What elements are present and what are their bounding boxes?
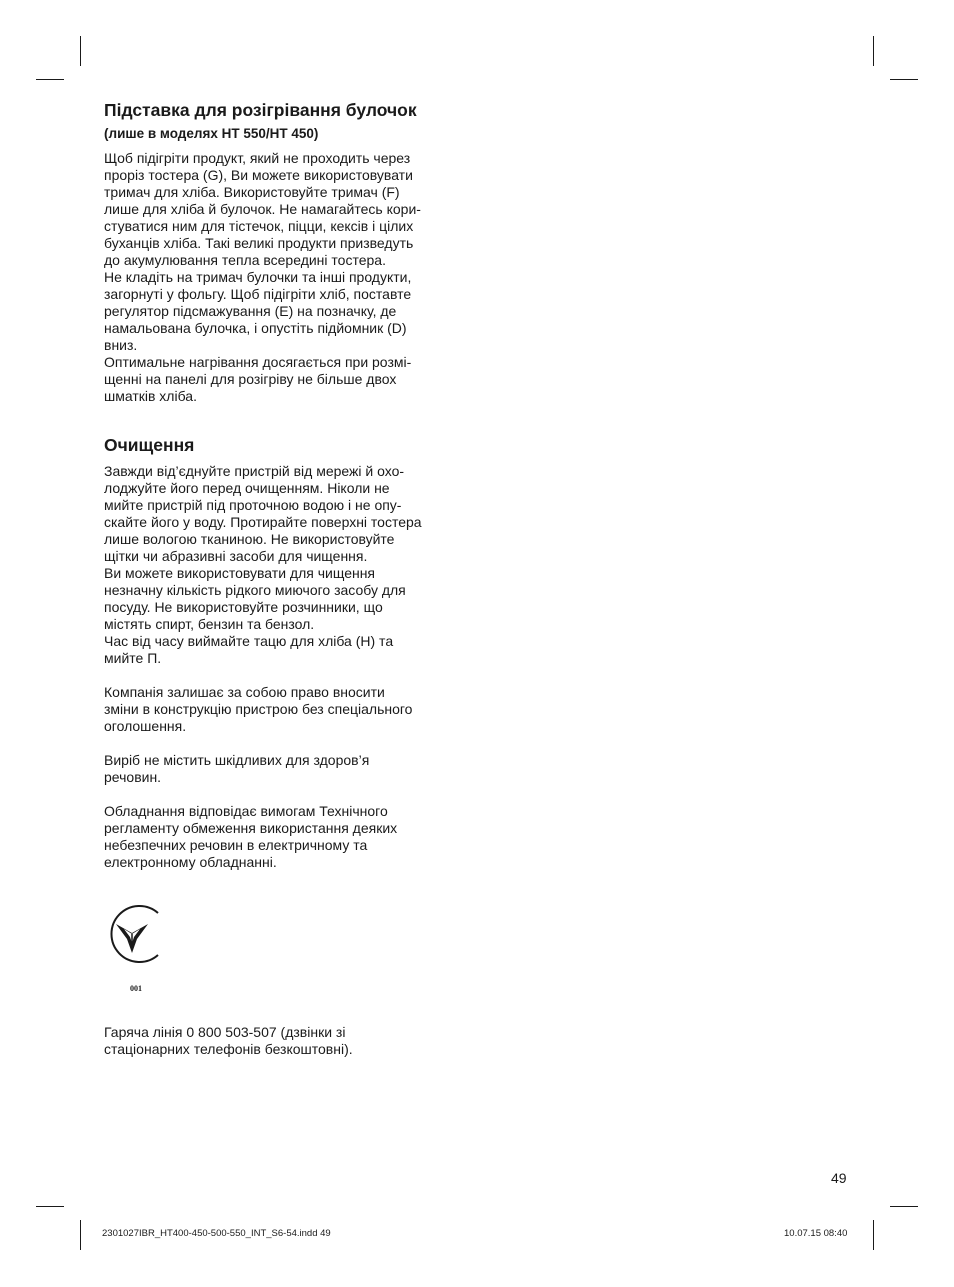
- paragraph: Час від часу виймайте тацю для хліба (H) та мийте П.: [104, 633, 394, 666]
- paragraph: Завжди від’єднуйте пристрій від мережі й охо- лоджуйте його перед очищенням. Ніколи не мийте пристрій під проточною водою і не опу- скайте його у воду. Протирайте поверхні тостера лише вологою тканиною. Не використовуйте щітки чи абразивні засоби для чищення.: [104, 463, 422, 564]
- crop-mark: [890, 79, 918, 80]
- section-title-bun-rack: Підставка для розігрівання булочок: [104, 100, 417, 120]
- paragraph: Компанія залишає за собою право вносити зміни в конструкцію пристрою без спеціального оголошення.: [104, 684, 413, 734]
- ukrainian-conformity-mark-icon: [102, 903, 164, 965]
- paragraph: Обладнання відповідає вимогам Технічного регламенту обмеження використання деяких небезпечних речовин в електричному та електронному обладнанні.: [104, 803, 398, 870]
- paragraph: Не кладіть на тримач булочки та інші продукти, загорнуті у фольгу. Щоб підігріти хліб, поставте регулятор підсмажування (E) на позначку, де намальована булочка, і опустіть підйомник (D) вниз.: [104, 269, 412, 353]
- page-number: 49: [831, 1170, 847, 1186]
- paragraph: Щоб підігріти продукт, який не проходить через проріз тостера (G), Ви можете використовувати тримач для хліба. Використовуйте тримач (F) лише для хліба й булочок. Не намагайтесь кори- стуватися ним для тістечок, піцци, кексів і цілих буханців хліба. Такі великі продукти призведуть до акумулювання тепла всередині тостера.: [104, 150, 421, 268]
- crop-mark: [873, 1220, 874, 1250]
- hotline-text: Гаряча лінія 0 800 503-507 (дзвінки зі стаціонарних телефонів безкоштовні).: [104, 1024, 353, 1057]
- crop-mark: [36, 1206, 64, 1207]
- paragraph: Оптимальне нагрівання досягається при розмі- щенні на панелі для розігріву не більше двох шматків хліба.: [104, 354, 412, 404]
- crop-mark: [80, 36, 81, 66]
- crop-mark: [890, 1206, 918, 1207]
- crop-mark: [80, 1220, 81, 1250]
- section-title-cleaning: Очищення: [104, 435, 195, 455]
- section-subtitle-models: (лише в моделях HT 550/HT 450): [104, 126, 319, 141]
- paragraph: Виріб не містить шкідливих для здоров’я речовин.: [104, 752, 370, 785]
- crop-mark: [36, 79, 64, 80]
- crop-mark: [873, 36, 874, 66]
- cert-mark-code: 001: [130, 984, 142, 993]
- footer-file-info: 2301027IBR_HT400-450-500-550_INT_S6-54.indd 49: [102, 1228, 331, 1239]
- paragraph: Ви можете використовувати для чищення незначну кількість рідкого миючого засобу для посуду. Не використовуйте розчинники, що містять спирт, бензин та бензол.: [104, 565, 406, 632]
- footer-date-time: 10.07.15 08:40: [784, 1228, 848, 1239]
- main-column: [104, 98, 474, 871]
